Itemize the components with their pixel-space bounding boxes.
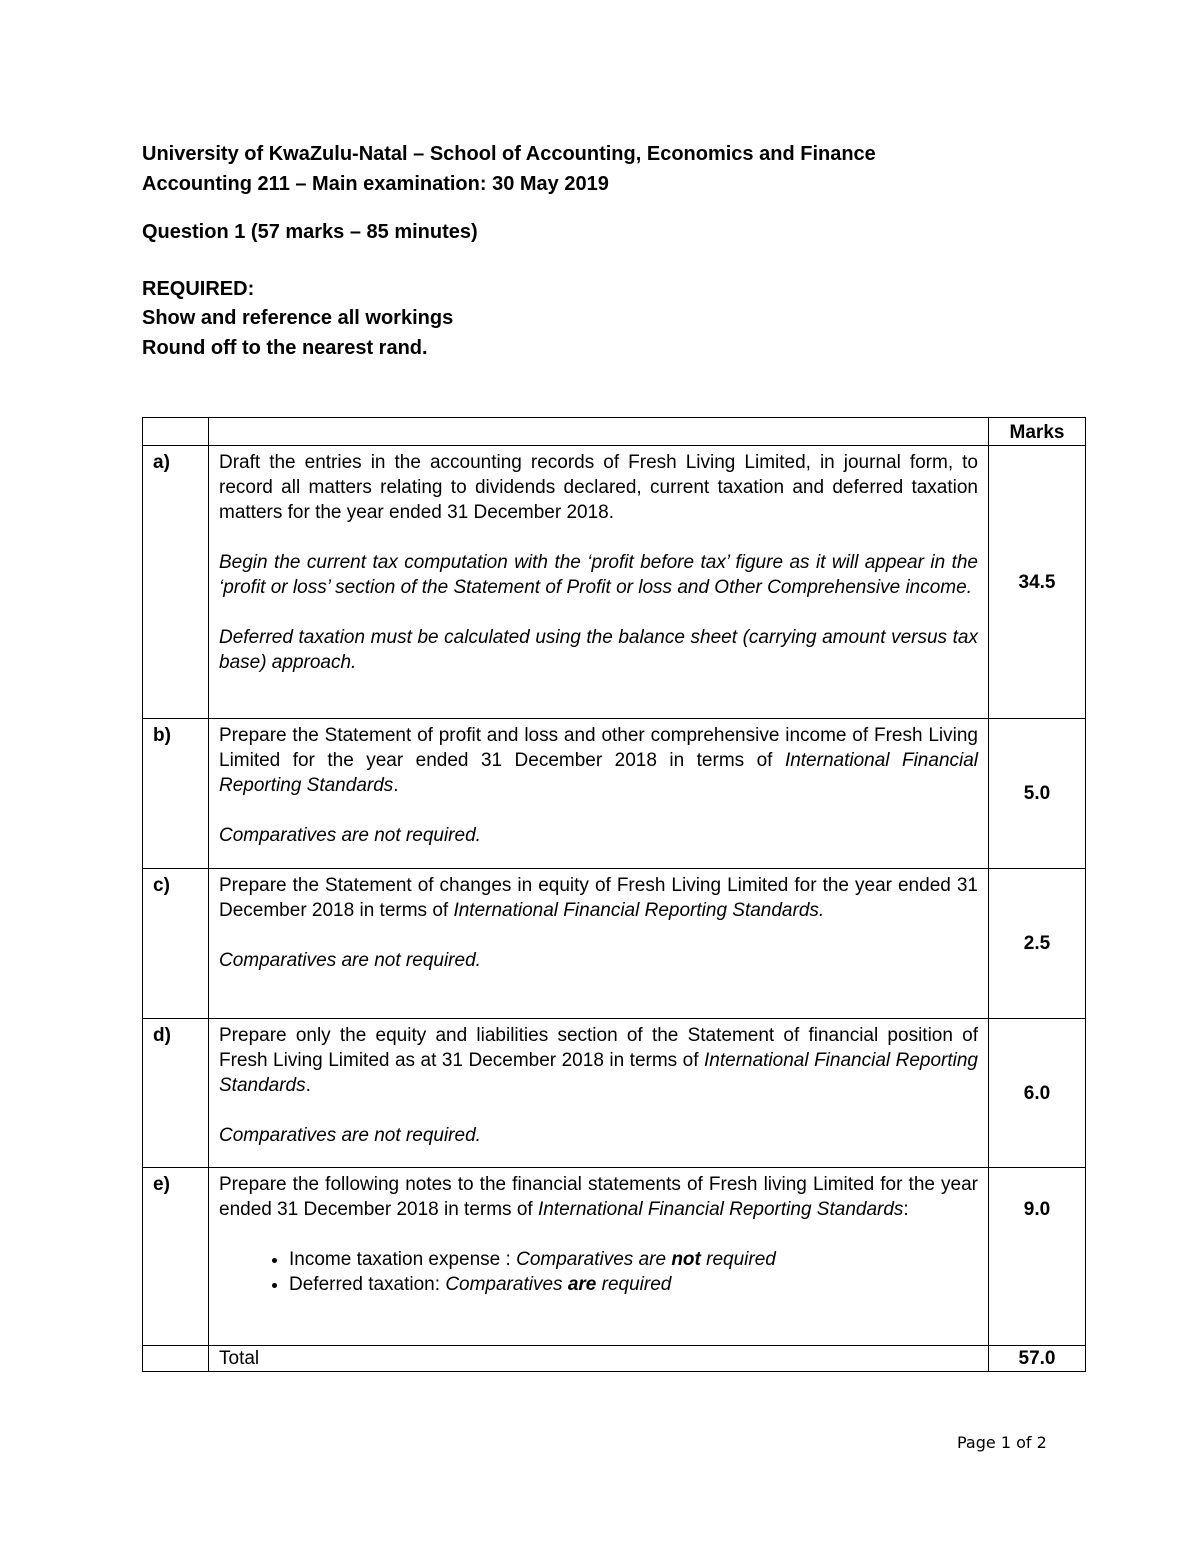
part-text-d: Prepare only the equity and liabilities section of the Statement of financial position of Fresh Living Limited as at 31 December 2018 in terms of International Financial Reporting Standards. Comparatives are not required.: [209, 1019, 989, 1168]
part-label-e: e): [143, 1168, 209, 1346]
part-marks-c: 2.5: [989, 869, 1086, 1019]
question-heading: Question 1 (57 marks – 85 minutes): [142, 221, 478, 243]
instruction-rounding: Round off to the nearest rand.: [142, 337, 428, 359]
page-number: Page 1 of 2: [957, 1433, 1047, 1452]
part-marks-a: 34.5: [989, 446, 1086, 719]
course-heading: Accounting 211 – Main examination: 30 May 2019: [142, 173, 609, 195]
total-label: Total: [209, 1346, 989, 1372]
question-table: [142, 417, 1086, 1372]
table-row-total: [143, 1346, 1086, 1372]
list-item: • Income taxation expense : Comparatives are not required: [289, 1247, 978, 1272]
part-label-a: a): [143, 446, 209, 719]
part-marks-d: 6.0: [989, 1019, 1086, 1168]
university-heading: University of KwaZulu-Natal – School of Accounting, Economics and Finance: [142, 143, 876, 165]
table-row-c: [143, 869, 1086, 1019]
part-label-d: d): [143, 1019, 209, 1168]
part-text-b: Prepare the Statement of profit and loss and other comprehensive income of Fresh Living Limited for the year ended 31 December 2018 in terms of International Financial Reporting Standards. Comparatives are not required.: [209, 719, 989, 869]
part-text-e: Prepare the following notes to the financial statements of Fresh living Limited for the year ended 31 December 2018 in terms of International Financial Reporting Standards: • Income taxation expense : Comparatives are not required • Deferred taxation: Comparatives are required: [209, 1168, 989, 1346]
table-row-b: [143, 719, 1086, 869]
part-marks-b: 5.0: [989, 719, 1086, 869]
marks-column-header: Marks: [989, 418, 1086, 446]
instruction-workings: Show and reference all workings: [142, 307, 454, 329]
total-marks: 57.0: [989, 1346, 1086, 1372]
table-header-row: [143, 418, 1086, 446]
part-label-c: c): [143, 869, 209, 1019]
required-heading: REQUIRED:: [142, 278, 255, 300]
table-row-e: [143, 1168, 1086, 1346]
notes-list: [219, 1247, 978, 1297]
part-text-a: Draft the entries in the accounting records of Fresh Living Limited, in journal form, to record all matters relating to dividends declared, current taxation and deferred taxation matters for the year ended 31 December 2018. Begin the current tax computation with the ‘profit before tax’ figure as it will appear in the ‘profit or loss’ section of the Statement of Profit or loss and Other Comprehensive income. Deferred taxation must be calculated using the balance sheet (carrying amount versus tax base) approach.: [209, 446, 989, 719]
table-row-d: [143, 1019, 1086, 1168]
table-row-a: [143, 446, 1086, 719]
part-label-b: b): [143, 719, 209, 869]
part-marks-e: 9.0: [989, 1168, 1086, 1346]
part-text-c: Prepare the Statement of changes in equity of Fresh Living Limited for the year ended 31 December 2018 in terms of International Financial Reporting Standards. Comparatives are not required.: [209, 869, 989, 1019]
list-item: • Deferred taxation: Comparatives are required: [289, 1272, 978, 1297]
